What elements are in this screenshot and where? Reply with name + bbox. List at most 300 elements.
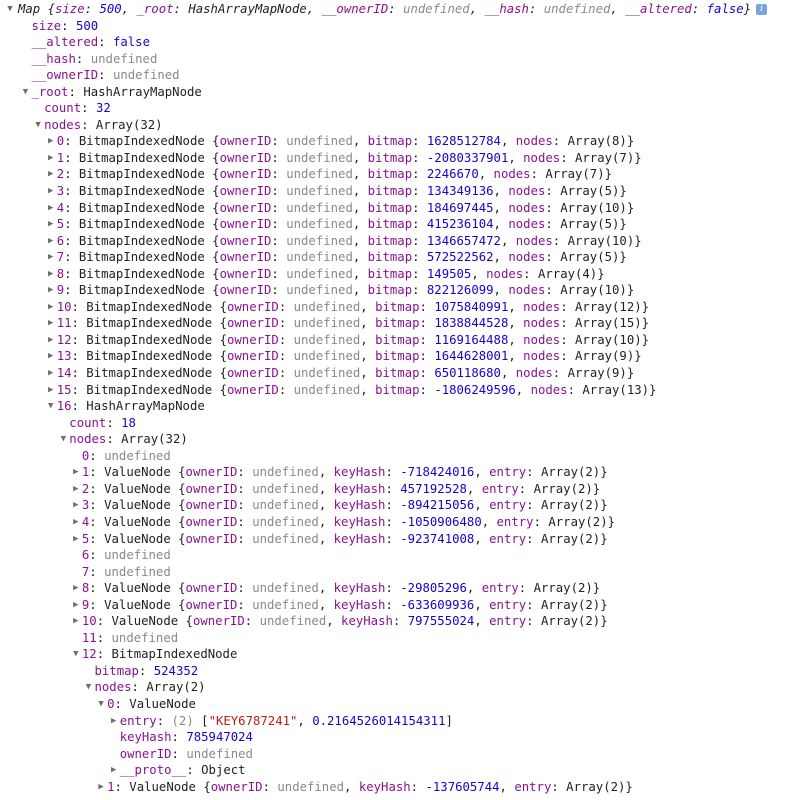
- tree-row[interactable]: [0, 84, 799, 101]
- expand-triangle-icon[interactable]: ▶: [47, 169, 54, 180]
- tree-row[interactable]: [0, 497, 799, 514]
- tree-row[interactable]: [0, 597, 799, 614]
- property-key: nodes: [508, 217, 546, 232]
- property-value: -923741008: [400, 531, 475, 546]
- property-key: nodes: [94, 680, 132, 695]
- tree-row[interactable]: [0, 216, 799, 233]
- text-fragment: ,: [478, 167, 494, 182]
- tree-row[interactable]: [0, 365, 799, 382]
- text-fragment: : ValueNode {: [89, 481, 186, 496]
- property-key: bitmap: [367, 283, 413, 298]
- collapse-triangle-icon[interactable]: ▼: [35, 119, 41, 130]
- property-key: keyHash: [333, 597, 386, 612]
- text-fragment: :: [419, 366, 435, 381]
- tree-row[interactable]: [0, 200, 799, 217]
- tree-row[interactable]: [0, 133, 799, 150]
- text-fragment: ,: [318, 597, 334, 612]
- text-fragment: :: [171, 746, 187, 761]
- text-fragment: ,: [500, 233, 516, 248]
- expand-triangle-icon[interactable]: ▶: [47, 136, 54, 147]
- text-fragment: :: [89, 548, 105, 563]
- expand-triangle-icon[interactable]: ▶: [47, 252, 54, 263]
- text-fragment: ,: [500, 366, 516, 381]
- text-fragment: ,: [508, 316, 524, 331]
- text-fragment: :: [262, 779, 278, 794]
- property-key: entry: [489, 531, 527, 546]
- property-value: 0.2164526014154311: [312, 713, 446, 728]
- property-key: __ownerID: [321, 2, 389, 16]
- collapse-triangle-icon[interactable]: ▼: [7, 4, 13, 14]
- property-value: undefined: [104, 548, 171, 563]
- property-value: -29805296: [400, 581, 467, 596]
- property-key: nodes: [523, 299, 561, 314]
- text-fragment: ,: [474, 614, 490, 629]
- expand-triangle-icon[interactable]: ▶: [110, 765, 117, 776]
- text-fragment: ,: [352, 250, 368, 265]
- property-key: ownerID: [219, 217, 272, 232]
- text-fragment: : Array(9)}: [560, 349, 642, 364]
- collapse-triangle-icon[interactable]: ▼: [22, 86, 29, 97]
- text-fragment: :: [412, 134, 427, 149]
- text-fragment: :: [237, 581, 253, 596]
- text-fragment: ,: [352, 200, 368, 215]
- property-value: 785947024: [186, 730, 253, 745]
- property-value: -2080337901: [426, 150, 509, 165]
- property-key: entry: [514, 779, 552, 794]
- property-value: 149505: [426, 266, 472, 281]
- property-key: _root: [136, 2, 174, 16]
- property-key: nodes: [44, 117, 82, 132]
- text-fragment: ,: [481, 514, 497, 529]
- text-fragment: : Array(2)}: [518, 481, 601, 496]
- info-icon[interactable]: i: [756, 4, 767, 15]
- text-fragment: ,: [318, 514, 334, 529]
- text-fragment: :: [278, 332, 294, 347]
- tree-row[interactable]: [0, 382, 799, 399]
- text-fragment: :: [419, 332, 435, 347]
- text-fragment: ,: [469, 2, 485, 16]
- property-key: keyHash: [333, 481, 386, 496]
- property-key: keyHash: [333, 498, 386, 513]
- property-key: 0: [56, 134, 65, 149]
- property-key: 16: [56, 399, 72, 414]
- text-fragment: :: [385, 597, 401, 612]
- tree-row[interactable]: [0, 713, 799, 730]
- property-key: keyHash: [358, 779, 411, 794]
- property-key: keyHash: [333, 581, 386, 596]
- property-key: ownerID: [219, 283, 272, 298]
- property-key: ownerID: [210, 779, 263, 794]
- text-fragment: :: [237, 498, 253, 513]
- property-value: undefined: [252, 465, 319, 480]
- text-fragment: : BitmapIndexedNode {: [64, 250, 220, 265]
- expand-triangle-icon[interactable]: ▶: [73, 467, 79, 478]
- text-fragment: :: [419, 299, 435, 314]
- property-key: entry: [481, 581, 519, 596]
- property-key: 4: [56, 200, 65, 215]
- text-fragment: : ValueNode: [114, 696, 196, 711]
- text-fragment: ,: [499, 779, 515, 794]
- property-key: nodes: [530, 382, 568, 397]
- text-fragment: : BitmapIndexedNode {: [64, 266, 220, 281]
- text-fragment: : Array(2)}: [526, 531, 608, 546]
- expand-triangle-icon[interactable]: ▶: [47, 268, 54, 279]
- property-key: __hash: [31, 51, 76, 66]
- tree-row: [0, 448, 799, 465]
- expand-triangle-icon[interactable]: ▶: [73, 583, 79, 594]
- property-key: ownerID: [226, 366, 279, 381]
- property-key: nodes: [523, 349, 561, 364]
- property-key: keyHash: [333, 514, 386, 529]
- text-fragment: :: [412, 200, 427, 215]
- property-key: bitmap: [367, 200, 413, 215]
- text-fragment: : HashArrayMapNode,: [173, 2, 322, 16]
- property-value: -1806249596: [434, 382, 516, 397]
- tree-row[interactable]: [0, 398, 799, 415]
- tree-row: [0, 34, 799, 51]
- text-fragment: :: [278, 366, 294, 381]
- tree-row[interactable]: [0, 117, 799, 134]
- property-key: __altered: [625, 2, 692, 16]
- tree-row: [0, 663, 799, 680]
- tree-row[interactable]: [0, 646, 799, 663]
- text-fragment: ,: [493, 283, 509, 298]
- text-fragment: ,: [360, 299, 376, 314]
- tree-row[interactable]: [0, 613, 799, 630]
- tree-row[interactable]: [0, 762, 799, 779]
- text-fragment: :: [412, 283, 427, 298]
- property-key: bitmap: [375, 349, 420, 364]
- text-fragment: ,: [466, 581, 482, 596]
- property-key: ownerID: [219, 200, 272, 215]
- text-fragment: ,: [360, 366, 376, 381]
- expand-triangle-icon[interactable]: ▶: [47, 384, 54, 395]
- text-fragment: : Array(2)}: [526, 465, 608, 480]
- text-fragment: : ValueNode {: [114, 779, 211, 794]
- text-fragment: : Array(2): [131, 680, 206, 695]
- tree-row[interactable]: [0, 696, 799, 713]
- property-key: ownerID: [226, 349, 279, 364]
- property-value: undefined: [293, 332, 361, 347]
- text-fragment: :: [271, 233, 287, 248]
- property-value: 1346657472: [426, 233, 501, 248]
- property-value: 2246670: [426, 167, 479, 182]
- text-fragment: ,: [318, 531, 334, 546]
- text-fragment: ,: [360, 332, 376, 347]
- text-fragment: ,: [493, 217, 509, 232]
- tree-row[interactable]: [0, 183, 799, 200]
- property-value: 457192528: [400, 481, 467, 496]
- property-key: entry: [481, 481, 519, 496]
- property-value: undefined: [104, 448, 171, 463]
- text-fragment: :: [412, 167, 427, 182]
- text-fragment: : BitmapIndexedNode {: [64, 167, 220, 182]
- text-fragment: : BitmapIndexedNode {: [71, 366, 227, 381]
- property-value: 650118680: [434, 366, 501, 381]
- property-key: 13: [56, 349, 72, 364]
- text-fragment: :: [278, 316, 294, 331]
- property-key: nodes: [515, 366, 553, 381]
- property-key: entry: [496, 514, 534, 529]
- expand-triangle-icon[interactable]: ▶: [73, 616, 79, 627]
- text-fragment: ,: [474, 597, 490, 612]
- tree-row[interactable]: [0, 282, 799, 299]
- text-fragment: :: [271, 184, 287, 199]
- collapse-triangle-icon[interactable]: ▼: [98, 698, 104, 709]
- text-fragment: ,: [474, 531, 490, 546]
- property-value: undefined: [543, 2, 611, 16]
- expand-triangle-icon[interactable]: ▶: [73, 483, 79, 494]
- text-fragment: : Array(12)}: [560, 299, 650, 314]
- property-key: ownerID: [185, 597, 238, 612]
- property-key: ownerID: [226, 316, 279, 331]
- property-key: 1: [107, 779, 115, 794]
- property-key: size: [55, 2, 85, 16]
- expand-triangle-icon[interactable]: ▶: [47, 351, 54, 362]
- expand-triangle-icon[interactable]: ▶: [47, 202, 54, 213]
- property-key: 9: [81, 597, 90, 612]
- property-key: bitmap: [367, 266, 413, 281]
- property-value: 822126099: [426, 283, 494, 298]
- text-fragment: ,: [352, 134, 368, 149]
- text-fragment: : BitmapIndexedNode {: [64, 134, 220, 149]
- text-fragment: : Array(15)}: [560, 316, 650, 331]
- text-fragment: ,: [352, 167, 368, 182]
- property-value: undefined: [112, 68, 180, 83]
- expand-triangle-icon[interactable]: ▶: [47, 186, 54, 197]
- property-value: undefined: [286, 167, 353, 182]
- text-fragment: ,: [297, 713, 313, 728]
- text-fragment: :: [171, 730, 187, 745]
- tree-row: [0, 729, 799, 746]
- expand-triangle-icon[interactable]: ▶: [73, 599, 79, 610]
- text-fragment: : BitmapIndexedNode {: [64, 217, 220, 232]
- text-fragment: :: [98, 68, 113, 83]
- text-fragment: :: [81, 101, 96, 116]
- property-key: __hash: [484, 2, 529, 16]
- map-summary-row[interactable]: [0, 1, 799, 18]
- expand-triangle-icon[interactable]: ▶: [98, 781, 104, 792]
- property-value: "KEY6787241": [208, 713, 298, 728]
- text-fragment: :: [412, 150, 427, 165]
- tree-row: [0, 630, 799, 647]
- expand-triangle-icon[interactable]: ▶: [47, 368, 54, 379]
- property-value: undefined: [252, 581, 319, 596]
- property-value: undefined: [252, 498, 319, 513]
- property-value: 1075840991: [434, 299, 509, 314]
- property-key: bitmap: [367, 233, 413, 248]
- text-fragment: : ValueNode {: [89, 581, 186, 596]
- text-fragment: :: [385, 581, 401, 596]
- tree-row[interactable]: [0, 233, 799, 250]
- property-value: undefined: [286, 184, 353, 199]
- text-fragment: ,: [352, 233, 368, 248]
- text-fragment: : ValueNode {: [96, 614, 193, 629]
- expand-triangle-icon[interactable]: ▶: [47, 152, 54, 163]
- property-key: 10: [81, 614, 97, 629]
- property-key: bitmap: [375, 382, 420, 397]
- tree-row[interactable]: [0, 315, 799, 332]
- tree-row[interactable]: [0, 249, 799, 266]
- property-value: false: [706, 2, 744, 16]
- text-fragment: : ValueNode {: [89, 498, 186, 513]
- text-fragment: :: [388, 2, 404, 16]
- text-fragment: :: [89, 564, 105, 579]
- text-fragment: ,: [466, 481, 482, 496]
- text-fragment: : HashArrayMapNode: [68, 84, 202, 99]
- property-value: undefined: [286, 283, 353, 298]
- expand-triangle-icon[interactable]: ▶: [47, 285, 54, 296]
- property-key: _root: [31, 84, 69, 99]
- property-key: bitmap: [375, 332, 420, 347]
- text-fragment: :: [106, 415, 122, 430]
- property-key: ownerID: [226, 382, 279, 397]
- property-key: 1: [81, 465, 90, 480]
- property-value: undefined: [186, 746, 253, 761]
- text-fragment: :: [271, 150, 287, 165]
- tree-row[interactable]: [0, 580, 799, 597]
- property-key: 8: [56, 266, 65, 281]
- collapse-triangle-icon[interactable]: ▼: [47, 401, 54, 412]
- text-fragment: : BitmapIndexedNode {: [71, 332, 227, 347]
- tree-row[interactable]: [0, 779, 799, 796]
- property-key: ownerID: [219, 266, 272, 281]
- tree-row[interactable]: [0, 514, 799, 531]
- text-fragment: :: [528, 2, 544, 16]
- expand-triangle-icon[interactable]: ▶: [110, 715, 117, 726]
- text-fragment: : Array(2)}: [526, 614, 608, 629]
- text-fragment: :: [385, 465, 401, 480]
- property-key: nodes: [486, 266, 524, 281]
- tree-row[interactable]: [0, 464, 799, 481]
- tree-row: [0, 415, 799, 432]
- text-fragment: :: [237, 465, 253, 480]
- text-fragment: :: [271, 250, 287, 265]
- property-key: ownerID: [185, 514, 238, 529]
- property-key: 5: [81, 531, 90, 546]
- collapse-triangle-icon[interactable]: ▼: [73, 649, 79, 660]
- property-key: 0: [81, 448, 90, 463]
- expand-triangle-icon[interactable]: ▶: [47, 318, 54, 329]
- text-fragment: :: [237, 531, 253, 546]
- property-value: undefined: [111, 630, 179, 645]
- property-key: bitmap: [367, 150, 413, 165]
- property-key: ownerID: [219, 250, 272, 265]
- expand-triangle-icon[interactable]: ▶: [73, 533, 79, 544]
- tree-row[interactable]: [0, 481, 799, 498]
- property-value: undefined: [252, 514, 319, 529]
- text-fragment: :: [61, 18, 76, 33]
- property-key: 1: [56, 150, 65, 165]
- collapse-triangle-icon[interactable]: ▼: [60, 434, 66, 445]
- text-fragment: : Array(10)}: [545, 283, 635, 298]
- property-key: nodes: [515, 134, 553, 149]
- property-value: 1169164488: [434, 332, 509, 347]
- property-key: 15: [56, 382, 72, 397]
- expand-triangle-icon[interactable]: ▶: [73, 516, 79, 527]
- text-fragment: ,: [474, 498, 490, 513]
- property-key: __ownerID: [31, 68, 99, 83]
- property-value: undefined: [293, 382, 361, 397]
- text-fragment: : BitmapIndexedNode {: [64, 184, 220, 199]
- property-key: keyHash: [333, 531, 386, 546]
- text-fragment: : ValueNode {: [89, 465, 186, 480]
- expand-triangle-icon[interactable]: ▶: [47, 301, 54, 312]
- expand-triangle-icon[interactable]: ▶: [47, 334, 54, 345]
- tree-row[interactable]: [0, 431, 799, 448]
- property-key: nodes: [493, 167, 531, 182]
- text-fragment: : BitmapIndexedNode {: [71, 382, 227, 397]
- text-fragment: : Array(5)}: [545, 250, 627, 265]
- property-key: 7: [81, 564, 90, 579]
- property-key: 3: [81, 498, 90, 513]
- text-fragment: : Array(7)}: [530, 167, 613, 182]
- text-fragment: : ValueNode {: [89, 597, 186, 612]
- tree-row[interactable]: [0, 332, 799, 349]
- property-value: -894215056: [400, 498, 475, 513]
- text-fragment: :: [412, 250, 427, 265]
- property-value: undefined: [252, 597, 319, 612]
- text-fragment: ,: [508, 332, 524, 347]
- property-value: undefined: [259, 614, 327, 629]
- property-key: 8: [81, 581, 90, 596]
- property-value: -1050906480: [400, 514, 482, 529]
- text-fragment: : Array(4)}: [523, 266, 605, 281]
- text-fragment: :: [412, 217, 427, 232]
- property-value: undefined: [403, 2, 470, 16]
- property-value: undefined: [286, 134, 353, 149]
- text-fragment: : Array(10)}: [552, 233, 642, 248]
- text-fragment: ,: [515, 382, 531, 397]
- tree-row[interactable]: [0, 150, 799, 167]
- text-fragment: ,: [352, 283, 368, 298]
- property-value: 572522562: [426, 250, 494, 265]
- property-value: 500: [99, 2, 122, 16]
- tree-row[interactable]: [0, 348, 799, 365]
- text-fragment: : Array(8)}: [552, 134, 635, 149]
- text-fragment: : Array(7)}: [560, 150, 642, 165]
- property-key: ownerID: [226, 299, 279, 314]
- expand-triangle-icon[interactable]: ▶: [47, 235, 54, 246]
- tree-row[interactable]: [0, 531, 799, 548]
- text-fragment: :: [271, 217, 287, 232]
- tree-row[interactable]: [0, 266, 799, 283]
- expand-triangle-icon[interactable]: ▶: [47, 219, 54, 230]
- property-value: 32: [95, 101, 111, 116]
- property-key: ownerID: [219, 134, 272, 149]
- property-value: undefined: [286, 217, 353, 232]
- property-value: 18: [121, 415, 136, 430]
- text-fragment: :: [84, 2, 100, 16]
- property-value: 134349136: [426, 184, 494, 199]
- property-key: bitmap: [375, 366, 420, 381]
- property-key: 2: [56, 167, 65, 182]
- expand-triangle-icon[interactable]: ▶: [73, 500, 79, 511]
- text-fragment: :: [138, 663, 154, 678]
- tree-row[interactable]: [0, 166, 799, 183]
- property-key: ownerID: [219, 184, 272, 199]
- text-fragment: :: [156, 713, 172, 728]
- text-fragment: ,: [360, 349, 376, 364]
- tree-row[interactable]: [0, 299, 799, 316]
- text-fragment: : Array(5)}: [545, 184, 627, 199]
- property-key: keyHash: [341, 614, 393, 629]
- collapse-triangle-icon[interactable]: ▼: [85, 682, 92, 693]
- tree-row: [0, 18, 799, 35]
- text-fragment: : BitmapIndexedNode {: [64, 150, 220, 165]
- tree-row[interactable]: [0, 679, 799, 696]
- text-fragment: :: [278, 382, 294, 397]
